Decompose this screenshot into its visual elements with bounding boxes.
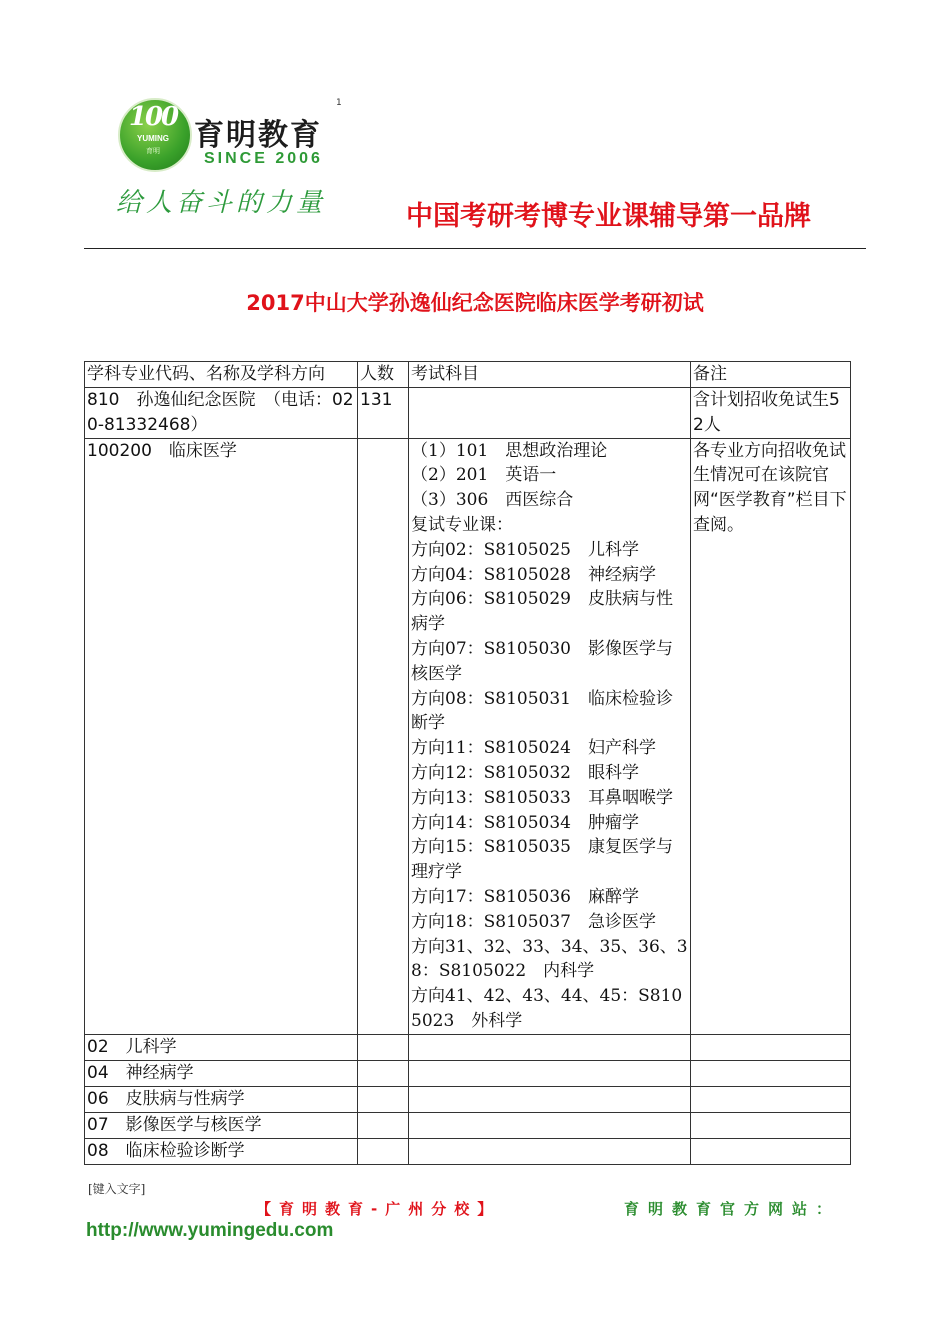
dept-name: 810 孙逸仙纪念医院 （电话：020-81332468） — [85, 388, 358, 439]
exam-line: 方向15：S8105035 康复医学与理疗学 — [411, 837, 673, 883]
exam-line: （1）101 思想政治理论 — [411, 440, 608, 461]
exam-line: 方向13：S8105033 耳鼻咽喉学 — [411, 787, 673, 808]
exam-line: 方向07：S8105030 影像医学与核医学 — [411, 638, 673, 684]
direction-name: 08 临床检验诊断学 — [85, 1138, 358, 1164]
empty-cell — [358, 1060, 409, 1086]
table-row-major — [85, 438, 851, 1034]
table-row — [85, 1112, 851, 1138]
exam-table — [84, 361, 851, 1165]
major-name: 100200 临床医学 — [85, 438, 358, 1034]
exam-line: 方向12：S8105032 眼科学 — [411, 762, 639, 783]
logo-badge-small: 育明 — [146, 147, 160, 155]
exam-line: 方向18：S8105037 急诊医学 — [411, 911, 656, 932]
exam-line: 方向06：S8105029 皮肤病与性病学 — [411, 589, 673, 635]
dept-note: 含计划招收免试生52人 — [691, 388, 851, 439]
empty-cell — [358, 1086, 409, 1112]
table-header-row — [85, 362, 851, 388]
empty-cell — [691, 1086, 851, 1112]
exam-line: 方向14：S8105034 肿瘤学 — [411, 812, 639, 833]
logo-name: 育明教育 — [194, 118, 322, 153]
logo-since: SINCE 2006 — [204, 150, 323, 167]
header-count: 人数 — [358, 362, 409, 388]
dept-count: 131 — [358, 388, 409, 439]
direction-name: 06 皮肤病与性病学 — [85, 1086, 358, 1112]
major-count — [358, 438, 409, 1034]
major-note: 各专业方向招收免试生情况可在该院官网“医学教育”栏目下查阅。 — [691, 438, 851, 1034]
table-row — [85, 1034, 851, 1060]
exam-line: 方向11：S8105024 妇产科学 — [411, 738, 656, 759]
footer-url-link[interactable]: http://www.yumingedu.com — [86, 1220, 334, 1241]
empty-cell — [409, 1112, 691, 1138]
exam-line: 方向31、32、33、34、35、36、38：S8105022 内科学 — [411, 936, 688, 982]
table-row — [85, 1060, 851, 1086]
empty-cell — [691, 1034, 851, 1060]
exam-line: （2）201 英语一 — [411, 465, 557, 486]
exam-line: 方向02：S8105025 儿科学 — [411, 539, 639, 560]
header-note: 备注 — [691, 362, 851, 388]
empty-cell — [409, 1086, 691, 1112]
exam-line: 方向08：S8105031 临床检验诊断学 — [411, 688, 673, 734]
table-row — [85, 1086, 851, 1112]
header-divider — [84, 248, 866, 249]
exam-line: 方向04：S8105028 神经病学 — [411, 564, 656, 585]
exam-line: （3）306 西医综合 — [411, 490, 574, 511]
logo-badge-text: YUMING — [137, 134, 169, 143]
direction-name: 02 儿科学 — [85, 1034, 358, 1060]
exam-line: 复试专业课： — [411, 514, 513, 535]
page-title: 2017中山大学孙逸仙纪念医院临床医学考研初试 — [246, 291, 704, 315]
dept-exam — [409, 388, 691, 439]
empty-cell — [691, 1060, 851, 1086]
footer-site-label: 育明教育官方网站： — [624, 1200, 841, 1218]
logo-mark: 1 — [336, 98, 342, 108]
footer-branch: 【育明教育-广州分校】 — [256, 1200, 501, 1218]
table-row-dept — [85, 388, 851, 439]
exam-line: 方向17：S8105036 麻醉学 — [411, 886, 639, 907]
exam-line: 方向41、42、43、44、45：S8105023 外科学 — [411, 986, 683, 1031]
logo-slogan: 给人奋斗的力量 — [116, 188, 327, 218]
brand-line: 中国考研考博专业课辅导第一品牌 — [406, 201, 811, 232]
empty-cell — [691, 1112, 851, 1138]
table-row — [85, 1138, 851, 1164]
empty-cell — [409, 1138, 691, 1164]
direction-name: 04 神经病学 — [85, 1060, 358, 1086]
footer-placeholder: [键入文字] — [88, 1182, 146, 1196]
empty-cell — [358, 1112, 409, 1138]
empty-cell — [358, 1034, 409, 1060]
logo — [112, 86, 340, 222]
logo-badge-number: 100 — [128, 102, 178, 132]
header-exam: 考试科目 — [409, 362, 691, 388]
empty-cell — [691, 1138, 851, 1164]
header-major: 学科专业代码、名称及学科方向 — [85, 362, 358, 388]
empty-cell — [358, 1138, 409, 1164]
direction-name: 07 影像医学与核医学 — [85, 1112, 358, 1138]
empty-cell — [409, 1060, 691, 1086]
major-exam — [409, 438, 691, 1034]
empty-cell — [409, 1034, 691, 1060]
